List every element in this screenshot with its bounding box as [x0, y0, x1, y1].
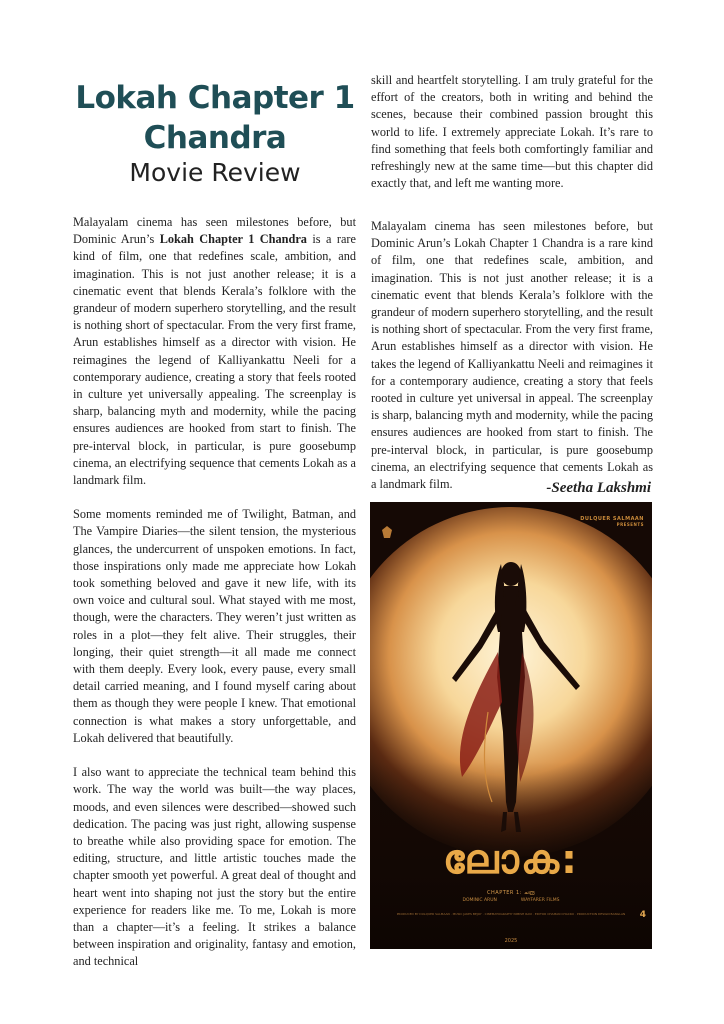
- review-paragraph-2: Some moments reminded me of Twilight, Batman, and The Vampire Diaries—the silent tension, the mysterious glances, the undercurrent of unspoken emotions. In fact, those inspirations only made me appreciate how Lokah took something beloved and gave it new life, with its own voice and cultural soul. What stayed with me most, though, were the characters. They weren’t just written as roles in a plot—they felt alive. Their struggles, their longing, their quiet strength—it all made me connect with them deeply. Every look, every pause, every small detail carried meaning, and I found myself caring about them as though they were people I knew. That emotional connection is what makes a story unforgettable, and Lokah delivered that beautifully.: [73, 507, 356, 745]
- poster-banner: WAYFARER FILMS: [520, 898, 560, 903]
- producer-name: DULQUER SALMAAN: [580, 516, 644, 522]
- producer-presents: PRESENTS: [616, 522, 644, 527]
- poster-year: 2025: [504, 938, 518, 944]
- film-title-bold: Lokah Chapter 1 Chandra: [159, 232, 307, 247]
- author-signature: -Seetha Lakshmi: [546, 480, 651, 496]
- paragraph-1-intro: Malayalam cinema has seen milestones before, but Dominic Arun’s: [73, 215, 356, 247]
- paragraph-1-rest: is a rare kind of film, one that redefines scale, ambition, and imagination. This is not just another release; it is a cinematic event that blends Kerala’s folklore with the grandeur of modern superhero storytelling, and the result is nothing short of spectacular. From the very first frame, Arun establishes himself as a director with vision. He reimagines the legend of Kalliyankattu Neeli for a contemporary audience, creating a story that feels rooted in culture yet universally appealing. The screenplay is sharp, balancing myth and modernity, while the pacing ensures audiences are hooked from start to finish. The pre-interval block, in particular, is pure goosebump cinema, an electrifying sequence that cements Lokah as a landmark film.: [73, 232, 356, 488]
- review-paragraph-3: I also want to appreciate the technical team behind this work. The way the world was built—the way places, moods, and even silences were described—showed such dedication. The pacing was just right, allowing suspense to breathe while also providing space for emotion. The editing, structure, and little artistic touches made the chapter smooth yet powerful. A great deal of thought and heart went into shaping not just the story but the entire experience for readers like me. To me, Lokah is more than a chapter—it’s a feeling. It strikes a balance between inspiration and originality, fantasy and emotion, and technical: [73, 765, 356, 969]
- poster-credit-row: [370, 898, 652, 903]
- poster-credits: PRODUCED BY DULQUER SALMAAN · MUSIC JAKES BEJOY · CINEMATOGRAPHY NIMISH RAVI · EDITOR CHAMAN CHACKO · PRODUCTION DESIGN BANGLAN: [396, 912, 626, 916]
- page-title: Lokah Chapter 1 Chandra: [75, 80, 355, 156]
- right-column-top: [371, 72, 653, 192]
- poster-badge: 4: [639, 910, 646, 920]
- review-paragraph-1: [73, 214, 356, 489]
- poster-director: DOMINIC ARUN: [462, 898, 497, 903]
- review-paragraph-5: Malayalam cinema has seen milestones before, but Dominic Arun’s Lokah Chapter 1 Chandra is a rare kind of film, one that redefines scale, ambition, and imagination. This is not just another release; it is a cinematic event that blends Kerala’s folklore with the grandeur of modern superhero storytelling, and the result is nothing short of spectacular. From the very first frame, Arun establishes himself as a director with vision. He takes the legend of Kalliyankattu Neeli and reimagines it for a contemporary audience, creating a story that feels rooted in culture yet universal in appeal. The screenplay is sharp, balancing myth and modernity, while the pacing ensures audiences are hooked from start to finish. The pre-interval block, in particular, is pure goosebump cinema, an electrifying sequence that cements Lokah as a landmark film.: [371, 219, 653, 492]
- movie-poster: [370, 502, 652, 949]
- poster-chapter: CHAPTER 1: ചന്ദ്ര: [487, 890, 535, 896]
- right-column-bottom: [371, 218, 653, 493]
- poster-producer: [580, 516, 644, 527]
- poster-title: ലോക:: [443, 837, 579, 883]
- page-subtitle: Movie Review: [129, 158, 301, 187]
- studio-emblem-icon: [382, 526, 392, 538]
- left-column: [73, 214, 356, 971]
- review-paragraph-4: skill and heartfelt storytelling. I am truly grateful for the effort of the creators, both in writing and behind the scenes, because their combined passion brought this world to life. I extremely appreciate Lokah. It’s rare to find something that feels both comfortingly familiar and refreshingly new at the same time—but this chapter did exactly that, and left me wanting more.: [371, 73, 653, 191]
